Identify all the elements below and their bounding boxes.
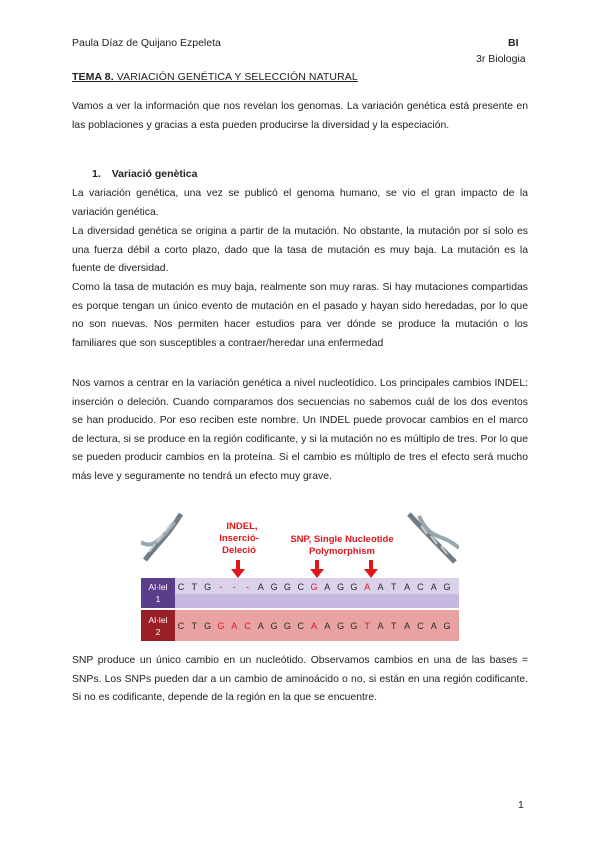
document-title <box>72 71 358 83</box>
title-number: TEMA 8. <box>72 71 114 83</box>
allele-2-base: C <box>417 621 424 631</box>
allele-1-base: G <box>350 582 358 592</box>
allele-1-base: C <box>177 582 185 592</box>
indel-label-2: Inserció- <box>219 533 259 544</box>
allele-2-base: A <box>257 621 264 631</box>
section-title: Variació genètica <box>111 168 198 180</box>
allele-1-base: G <box>310 582 318 592</box>
header-course: 3r Biologia <box>476 53 526 65</box>
allele-1-base: A <box>377 582 384 592</box>
allele-1-base: G <box>204 582 212 592</box>
allele-2-base: T <box>364 621 370 631</box>
section-number: 1. <box>92 168 101 180</box>
allele-2-base: A <box>324 621 331 631</box>
allele-1-base: T <box>391 582 397 592</box>
allele-1-label: Al·lel <box>148 582 168 592</box>
header-author: Paula Díaz de Quijano Ezpeleta <box>72 37 221 49</box>
snp-arrow-2-icon <box>364 560 378 578</box>
allele-2-base: G <box>350 621 358 631</box>
allele-2-base: G <box>443 621 451 631</box>
allele-1-base: - <box>232 582 236 592</box>
indel-label-3: Deleció <box>222 545 256 556</box>
snp-label-2: Polymorphism <box>309 546 375 557</box>
allele-2-base: G <box>204 621 212 631</box>
allele-1-base: A <box>257 582 264 592</box>
allele-2-base: C <box>297 621 304 631</box>
allele-2-base: A <box>404 621 411 631</box>
indel-label-1: INDEL, <box>226 521 258 532</box>
allele-1-row <box>141 578 459 608</box>
allele-2-base: G <box>283 621 291 631</box>
closing-paragraph: SNP produce un único cambio en un nucleótido. Observamos cambios en una de las bases = SNPs. Los SNPs pueden dar a un cambio de aminoácido o no, si están en una región codificante. Si no es codificante, depende de la región en la que se encuentre. <box>72 655 528 704</box>
allele-2-base: G <box>217 621 225 631</box>
paragraph-2: La diversidad genética se origina a partir de la mutación. No obstante, la mutación por sí solo es una fuerza débil a corto plazo, dado que la tasa de mutación es muy baja. La mutación es la fuente de diversidad. <box>72 226 528 275</box>
dna-helix-right-icon <box>409 514 459 562</box>
allele-1-number: 1 <box>155 594 161 604</box>
header-code: BI <box>508 37 519 49</box>
page-number: 1 <box>518 799 524 811</box>
snp-arrow-1-icon <box>310 560 324 578</box>
allele-1-base: C <box>297 582 304 592</box>
allele-2-number: 2 <box>155 627 161 637</box>
allele-2-base: C <box>244 621 251 631</box>
allele-1-base: G <box>270 582 278 592</box>
allele-1-base: G <box>337 582 345 592</box>
dna-helix-left-icon <box>141 514 181 560</box>
section-heading <box>92 168 197 180</box>
allele-2-base: T <box>191 621 198 631</box>
snp-label-1: SNP, Single Nucleotide <box>290 534 394 545</box>
paragraph-4: Nos vamos a centrar en la variación genética a nivel nucleotídico. Los principales cambios INDEL: inserción o deleción. Cuando comparamos dos secuencias no sabemos cuál de los dos eventos se han producido. Por eso reciben este nombre. Un INDEL puede provocar cambios en el marco de lectura, si se produce en la región codificante, y si la mutación no es múltiplo de tres. Por lo que se pueden producir cambios en la proteína. Si el cambio es múltiplo de tres el efecto será mucho más leve y seguramente no tendrá un efecto muy grave. <box>72 378 528 482</box>
figure-svg <box>141 512 459 644</box>
intro-paragraph: Vamos a ver la información que nos revelan los genomas. La variación genética está presente en las poblaciones y gracias a esta pueden producirse la diversidad y la especiación. <box>72 101 528 131</box>
allele-1-base: T <box>191 582 198 592</box>
snp-indel-figure <box>141 512 459 644</box>
allele-1-base: A <box>324 582 331 592</box>
allele-1-base: A <box>364 582 371 592</box>
paragraph-3: Como la tasa de mutación es muy baja, realmente son muy raras. Si hay mutaciones compartidas es porque tengan un único evento de mutación en el pasado y hayan sido heredadas, por lo que no son nuevas. Nos permiten hacer estudios para ver dónde se produce la mutación o los familiares que son susceptibles a contraer/heredar una enfermedad <box>72 282 528 349</box>
allele-1-base: A <box>430 582 437 592</box>
indel-arrow-icon <box>231 560 245 578</box>
allele-2-base: T <box>391 621 397 631</box>
allele-2-row <box>141 610 459 641</box>
allele-2-base: A <box>377 621 384 631</box>
allele-2-base: G <box>337 621 345 631</box>
title-text: VARIACIÓN GENÉTICA Y SELECCIÓN NATURAL <box>116 71 358 83</box>
allele-1-base: A <box>404 582 411 592</box>
allele-2-base: A <box>310 621 318 631</box>
allele-2-base: A <box>430 621 437 631</box>
allele-2-label: Al·lel <box>148 615 168 625</box>
paragraph-1: La variación genética, una vez se publicó el genoma humano, se vio el gran impacto de la variación genética. <box>72 188 528 218</box>
allele-1-base: G <box>443 582 451 592</box>
allele-2-base: A <box>231 621 238 631</box>
allele-1-base: - <box>246 582 249 592</box>
allele-2-base: C <box>177 621 185 631</box>
allele-1-base: C <box>417 582 424 592</box>
allele-2-base: G <box>270 621 278 631</box>
allele-1-base: G <box>283 582 291 592</box>
allele-1-base: - <box>219 582 223 592</box>
